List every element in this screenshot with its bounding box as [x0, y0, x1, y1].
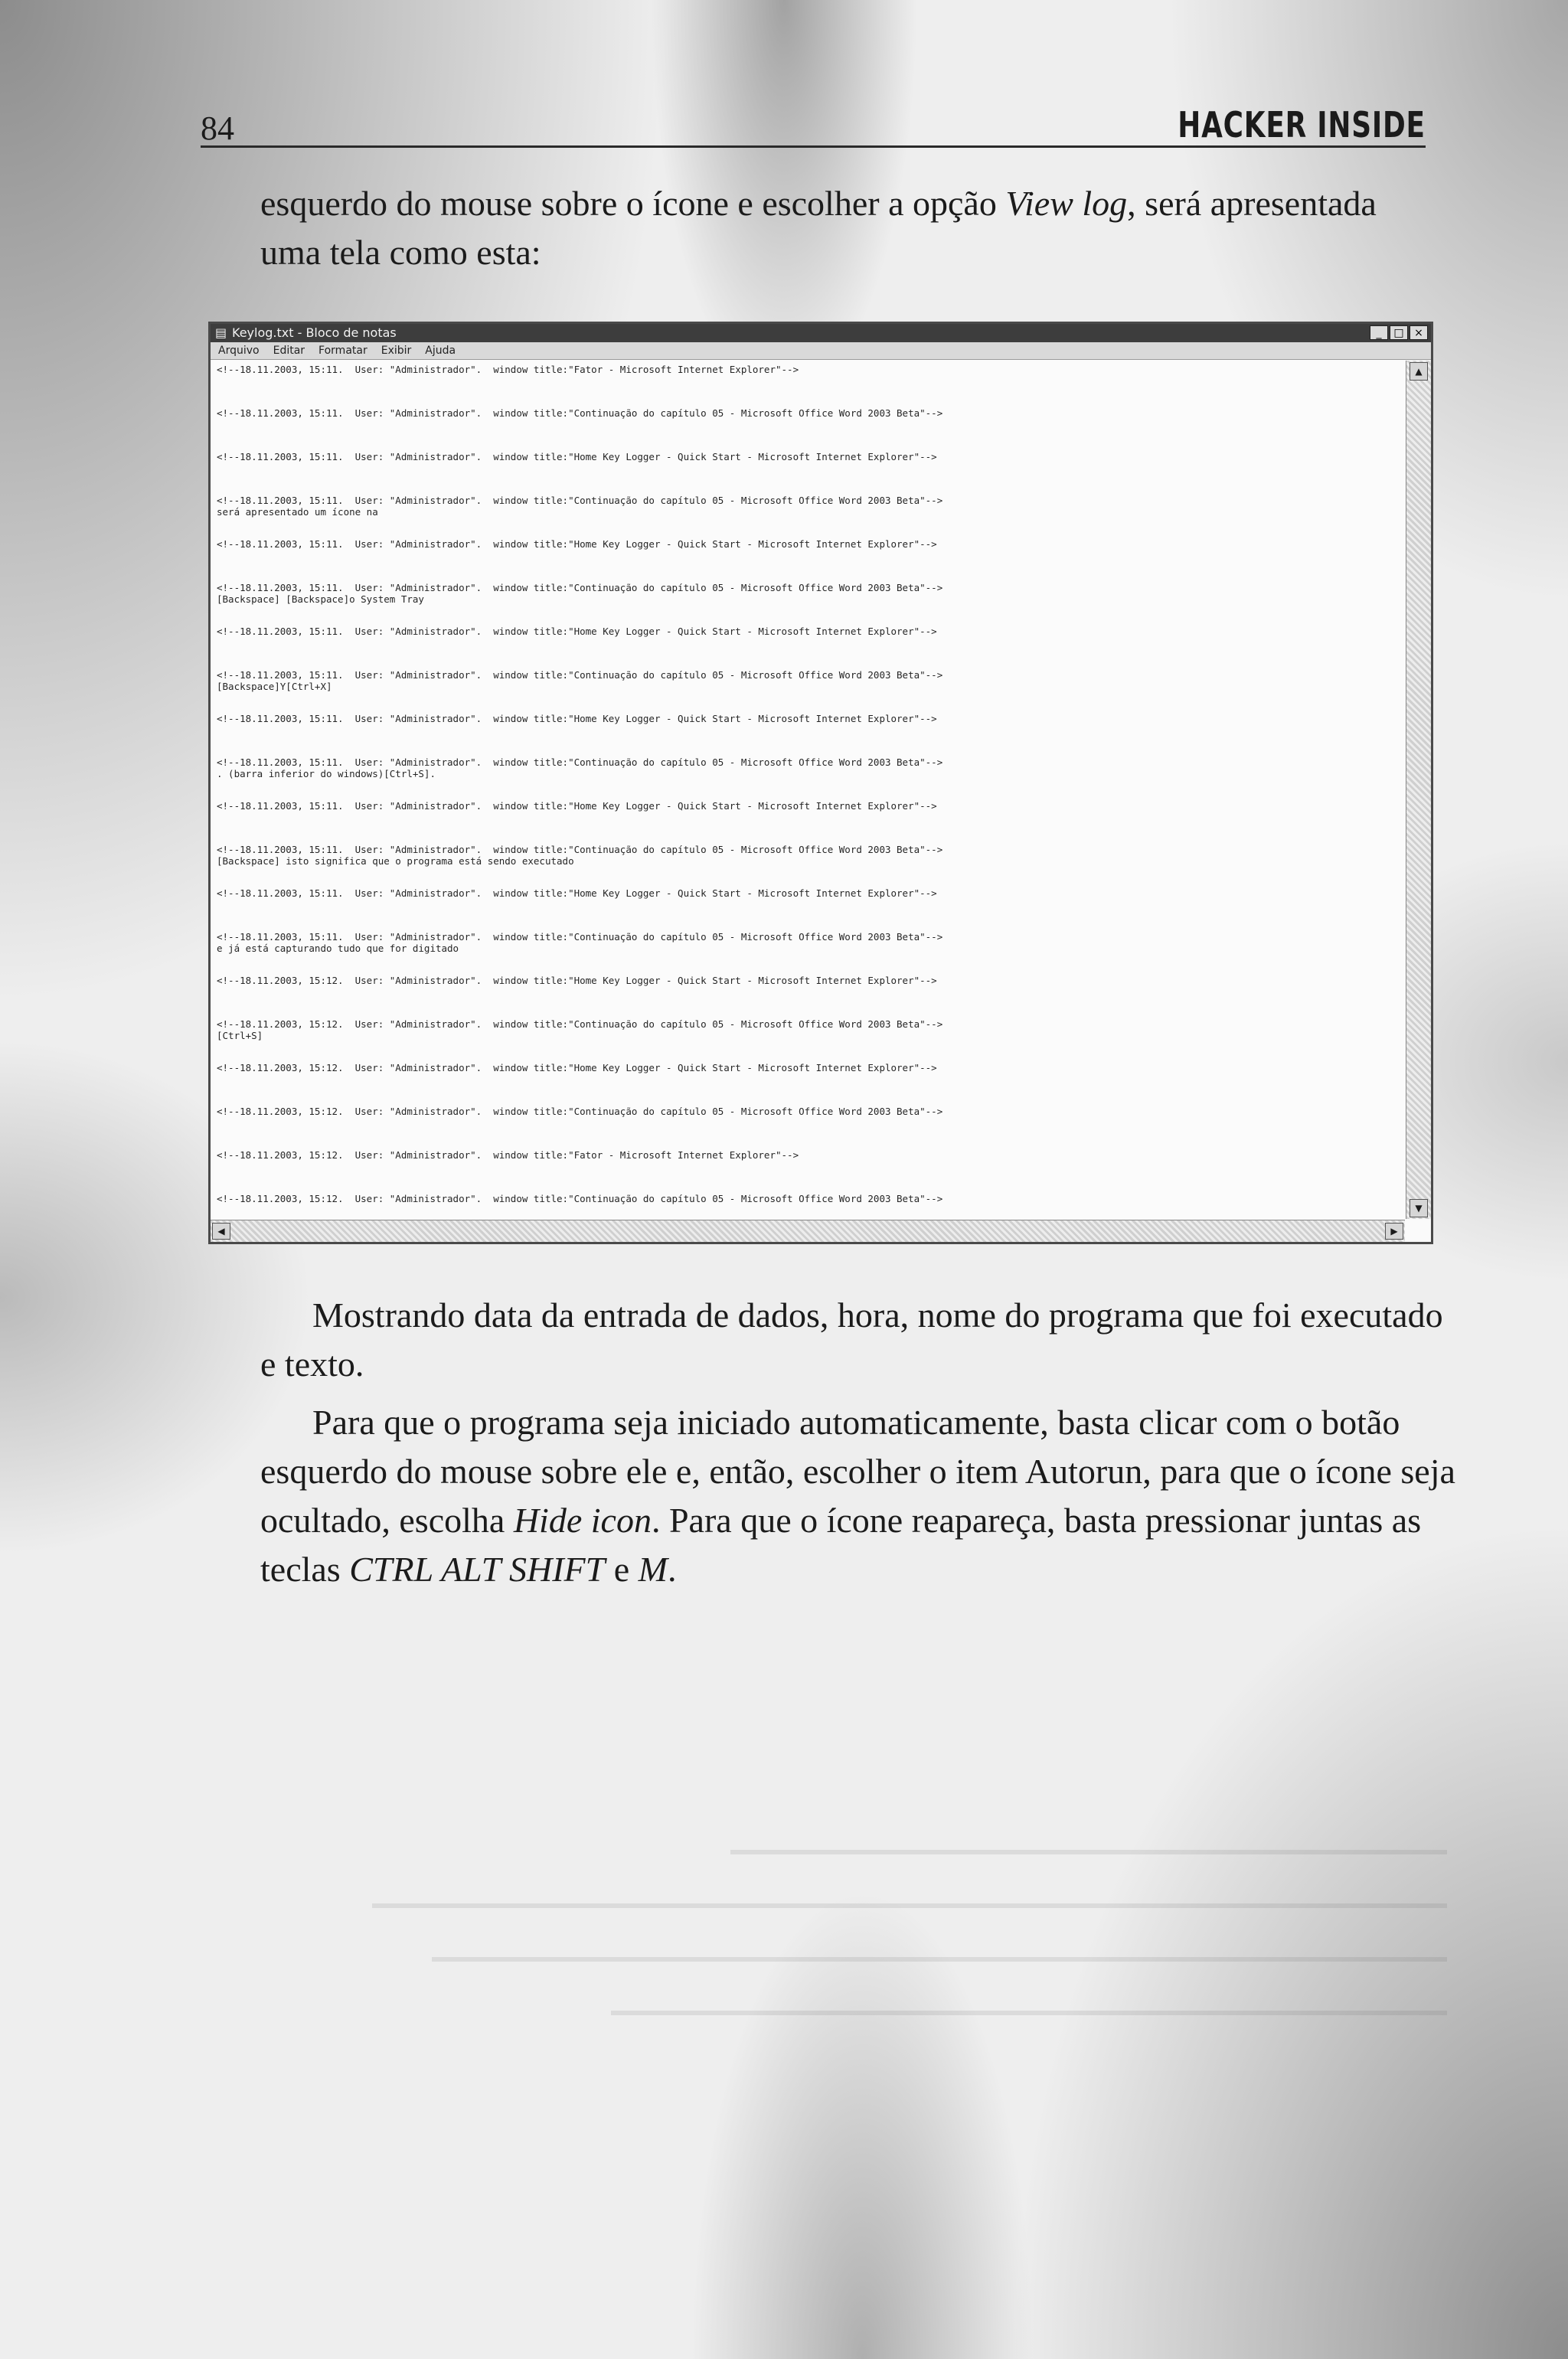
close-button[interactable]: ×: [1410, 325, 1428, 340]
menu-ajuda[interactable]: Ajuda: [425, 345, 456, 357]
log-line: <!--18.11.2003, 15:11. User: "Administrador". window title:"Home Key Logger - Quick Start - Microsoft Internet Explorer"-->: [217, 626, 937, 637]
log-line: <!--18.11.2003, 15:11. User: "Administrador". window title:"Continuação do capítulo 05 - Microsoft Office Word 2003 Beta"-->: [217, 756, 943, 768]
window-titlebar: [211, 324, 1431, 342]
log-line: <!--18.11.2003, 15:11. User: "Administrador". window title:"Continuação do capítulo 05 - Microsoft Office Word 2003 Beta"-->: [217, 495, 943, 506]
log-line: <!--18.11.2003, 15:11. User: "Administrador". window title:"Home Key Logger - Quick Start - Microsoft Internet Explorer"-->: [217, 451, 937, 462]
show-through: [253, 1838, 1447, 2129]
log-typed-text: [Backspace] isto significa que o programa está sendo executado: [217, 855, 574, 867]
log-line: <!--18.11.2003, 15:12. User: "Administrador". window title:"Fator - Microsoft Internet Explorer"-->: [217, 1149, 799, 1161]
running-head: HACKER INSIDE: [1178, 104, 1426, 145]
log-typed-text: [Backspace] [Backspace]o System Tray: [217, 593, 424, 605]
log-line: <!--18.11.2003, 15:11. User: "Administrador". window title:"Continuação do capítulo 05 - Microsoft Office Word 2003 Beta"-->: [217, 669, 943, 681]
paragraph-caption: Mostrando data da entrada de dados, hora, nome do programa que foi executado e texto.: [260, 1295, 1443, 1384]
menu-arquivo[interactable]: Arquivo: [218, 345, 260, 357]
menu-exibir[interactable]: Exibir: [381, 345, 412, 357]
page-header: [201, 98, 1426, 148]
log-typed-text: [Ctrl+S]: [217, 1030, 263, 1041]
log-line: <!--18.11.2003, 15:11. User: "Administrador". window title:"Home Key Logger - Quick Start - Microsoft Internet Explorer"-->: [217, 887, 937, 899]
page-number: 84: [201, 109, 234, 147]
notepad-icon: ▤: [215, 325, 227, 340]
paragraph-autorun: Para que o programa seja iniciado automaticamente, basta clicar com o botão esquerdo do mouse sobre ele e, então, escolher o item Autorun, para que o ícone seja ocultado, escolha Hide icon. Para que o ícone reapareça, basta pressionar juntas as teclas CTRL ALT SHIFT e M.: [260, 1403, 1455, 1589]
scroll-down-arrow-icon[interactable]: ▼: [1410, 1199, 1428, 1217]
log-line: <!--18.11.2003, 15:11. User: "Administrador". window title:"Home Key Logger - Quick Start - Microsoft Internet Explorer"-->: [217, 800, 937, 812]
log-typed-text: e já está capturando tudo que for digitado: [217, 943, 459, 954]
menu-bar: [211, 342, 1431, 360]
menu-editar[interactable]: Editar: [273, 345, 305, 357]
log-line: <!--18.11.2003, 15:12. User: "Administrador". window title:"Home Key Logger - Quick Start - Microsoft Internet Explorer"-->: [217, 975, 937, 986]
menu-formatar[interactable]: Formatar: [318, 345, 368, 357]
log-line: <!--18.11.2003, 15:11. User: "Administrador". window title:"Continuação do capítulo 05 - Microsoft Office Word 2003 Beta"-->: [217, 582, 943, 593]
horizontal-scrollbar[interactable]: [211, 1220, 1405, 1242]
scroll-up-arrow-icon[interactable]: ▲: [1410, 362, 1428, 381]
scroll-right-arrow-icon[interactable]: ▶: [1385, 1223, 1403, 1240]
log-typed-text: . (barra inferior do windows)[Ctrl+S].: [217, 768, 436, 779]
log-line: <!--18.11.2003, 15:11. User: "Administrador". window title:"Fator - Microsoft Internet Explorer"-->: [217, 364, 799, 375]
log-line: <!--18.11.2003, 15:11. User: "Administrador". window title:"Continuação do capítulo 05 - Microsoft Office Word 2003 Beta"-->: [217, 407, 943, 419]
log-line: <!--18.11.2003, 15:12. User: "Administrador". window title:"Continuação do capítulo 05 - Microsoft Office Word 2003 Beta"-->: [217, 1193, 943, 1204]
log-line: <!--18.11.2003, 15:11. User: "Administrador". window title:"Home Key Logger - Quick Start - Microsoft Internet Explorer"-->: [217, 538, 937, 550]
log-line: <!--18.11.2003, 15:11. User: "Administrador". window title:"Home Key Logger - Quick Start - Microsoft Internet Explorer"-->: [217, 713, 937, 724]
log-line: <!--18.11.2003, 15:12. User: "Administrador". window title:"Continuação do capítulo 05 - Microsoft Office Word 2003 Beta"-->: [217, 1018, 943, 1030]
log-line: <!--18.11.2003, 15:12. User: "Administrador". window title:"Continuação do capítulo 05 - Microsoft Office Word 2003 Beta"-->: [217, 1106, 943, 1117]
intro-paragraph: esquerdo do mouse sobre o ícone e escolher a opção View log, será apresentada uma tela como esta:: [260, 184, 1377, 272]
maximize-button[interactable]: □: [1390, 325, 1408, 340]
vertical-scrollbar[interactable]: [1406, 361, 1431, 1219]
scroll-left-arrow-icon[interactable]: ◀: [212, 1223, 230, 1240]
log-typed-text: [Backspace]Y[Ctrl+X]: [217, 681, 332, 692]
window-title: Keylog.txt - Bloco de notas: [232, 325, 397, 340]
log-text-area[interactable]: [214, 361, 1405, 1219]
log-line: <!--18.11.2003, 15:11. User: "Administrador". window title:"Continuação do capítulo 05 - Microsoft Office Word 2003 Beta"-->: [217, 844, 943, 855]
notepad-screenshot: [208, 322, 1433, 1244]
minimize-button[interactable]: _: [1370, 325, 1388, 340]
log-line: <!--18.11.2003, 15:12. User: "Administrador". window title:"Home Key Logger - Quick Start - Microsoft Internet Explorer"-->: [217, 1062, 937, 1073]
log-line: <!--18.11.2003, 15:11. User: "Administrador". window title:"Continuação do capítulo 05 - Microsoft Office Word 2003 Beta"-->: [217, 931, 943, 943]
log-typed-text: será apresentado um ícone na: [217, 506, 378, 518]
